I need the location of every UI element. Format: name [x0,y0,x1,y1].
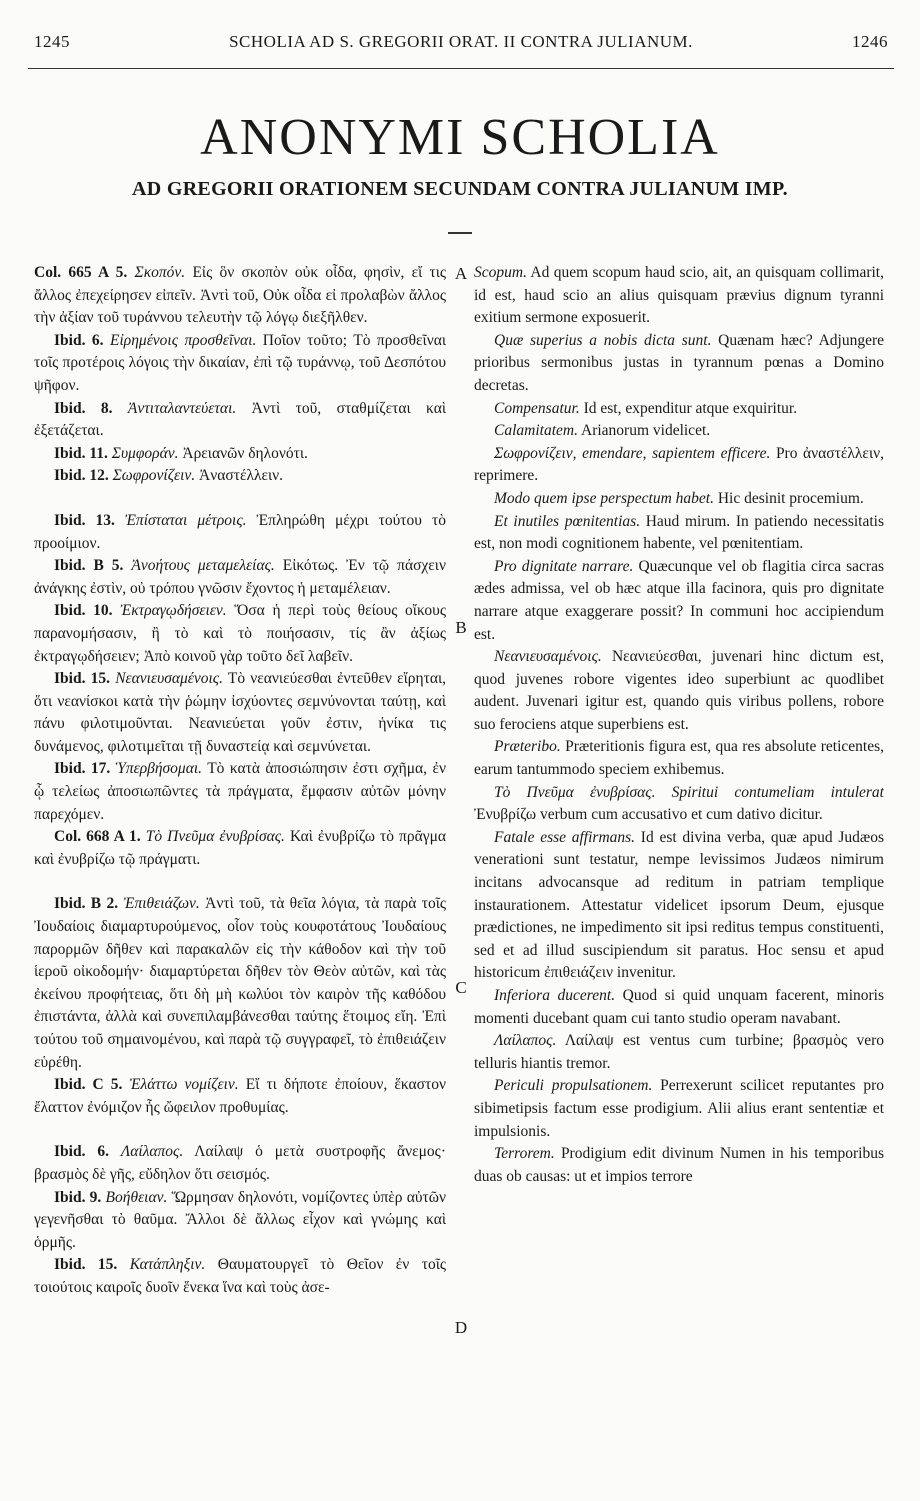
latin-scholion: Calamitatem. Arianorum videlicet. [494,422,711,440]
page-number-right: 1246 [852,32,888,51]
page-title: ANONYMI SCHOLIA [200,109,720,166]
margin-letter-d: D [454,1318,468,1337]
running-head [28,32,894,60]
latin-scholion: Et inutiles pœnitentias. Haud mirum. In patiendo necessitatis est, non modi cognitionem habente, vel pœnitentiam. [474,512,884,553]
greek-scholion: Ibid. 11. Συμφοράν. Ἀρειανῶν δηλονότι. [54,444,308,462]
greek-scholion: Ibid. 10. Ἐκτραγῳδήσειεν. Ὅσα ἡ περὶ τοὺς θείους οἴκους παρανομήσασιν, ἢ τὸ καὶ τὸ ποιήσασιν, τίς ἂν ἀξίως ἐκτραγῳδήσειεν; Ἀπὸ κοινοῦ γὰρ τοῦτο δεῖ λαβεῖν. [34,602,446,665]
latin-scholion: Quæ superius a nobis dicta sunt. Quænam hæc? Adjungere prioribus sermonibus justas in tyrannum pœnas a Domino decretas. [474,331,884,394]
greek-scholion: Ibid. 15. Νεανιευσαμένοις. Τὸ νεανιεύεσθαι ἐντεῦθεν εἴρηται, ὅτι νεανίσκοι κατὰ τὴν ῥώμην ἰσχύοντες σεμνύνονται ταύτῃ, καὶ πάνυ φιλοτιμοῦνται. Νεανιεύεται γοῦν ἐστιν, ἡνίκα τις δυνάμενος, φιλοτιμεῖται τῇ δυναστείᾳ καὶ σεμνύνεται. [34,670,446,755]
latin-column [474,262,884,1487]
header-rule [28,68,894,69]
greek-column [34,262,446,1487]
latin-scholion: Σωφρονίζειν, emendare, sapientem efficere. Pro ἀναστέλλειν, reprimere. [474,444,884,485]
latin-scholion: Scopum. Ad quem scopum haud scio, ait, an quisquam collimarit, id est, haud scio an alius quisquam prævius dignum tyranni exitium sermone exposuerit. [474,264,884,327]
latin-scholion: Pro dignitate narrare. Quæcunque vel ob flagitia circa sacras ædes admissa, vel ob hæc atque illa facinora, quis pro dignitate narrare atque exaggerare possit? In communi hoc accipiendum est. [474,557,884,643]
greek-scholion: Ibid. 6. Εἰρημένοις προσθεῖναι. Ποῖον τοῦτο; Τὸ προσθεῖναι τοῖς προτέροις λόγοις τὴν δικαίαν, ἐπὶ τῷ τυράννῳ, τοῦ Δεσπότου ψῆφον. [34,331,446,394]
margin-letter-b: B [455,618,467,637]
page-subtitle: AD GREGORII ORATIONEM SECUNDAM CONTRA JULIANUM IMP. [132,178,788,200]
greek-scholion: Ibid. B 5. Ἀνοήτους μεταμελείας. Εἰκότως. Ἐν τῷ πάσχειν ἀνάγκης ἐστὶν, οὐ τρόπου γνῶσιν ἔχοντος ἡ μεταμέλειαν. [34,557,446,597]
latin-scholion: Λαίλαπος. Λαίλαψ est ventus cum turbine; βρασμὸς vero telluris hiantis tremor. [474,1032,884,1072]
latin-scholion: Præteribo. Præteritionis figura est, qua res absolute reticentes, earum tantummodo speciem exhibemus. [474,738,884,779]
greek-scholion: Ibid. 17. Ὑπερβήσομαι. Τὸ κατὰ ἀποσιώπησιν ἐστι σχῆμα, ἐν ᾧ τελείως ἀποσιωπῶντες τὰ πράγματα, ἔμφασιν αὐτῶν μόνην παρεχόμεν. [34,760,446,823]
greek-scholion: Ibid. 8. Ἀντιταλαντεύεται. Ἀντὶ τοῦ, σταθμίζεται καὶ ἐξετάζεται. [34,399,446,440]
page-number-left: 1245 [34,32,70,51]
greek-scholion: Ibid. 9. Βοήθειαν. Ὥρμησαν δηλονότι, νομίζοντες ὑπὲρ αὐτῶν γεγενῆσθαι τὸ θαῦμα. Ἄλλοι δὲ ἄλλως εἶχον καὶ γνώμης καὶ ὁρμῆς. [34,1188,446,1251]
latin-scholion: Νεανιευσαμένοις. Νεανιεύεσθαι, juvenari hinc dictum est, quod juvenes robore vigentes ideo superbiunt ac quodlibet audent. Juvenari igitur est, quando quis viribus pollens, robore suo ferociens atque superbiens est. [474,648,884,733]
latin-scholion: Fatale esse affirmans. Id est divina verba, quæ apud Judæos venerationi sunt testatur, nempe levissimos Judæos nimirum incitans advocansque ad reditum in patriam templique instaurationem. Attestatur videlicet ipsorum Deum, ejusque prædictiones, ne impedimento sit ipsi reditus tempus constituenti, sed et ad illud suscipiendum sit paratus. Hoc sensu et apud historicum ἐπιθειάζειν invenitur. [474,828,884,982]
latin-scholion: Periculi propulsationem. Perrexerunt scilicet reputantes pro sibimetipsis factum esse prodigium. Alii alius erant sententiæ et impulsionis. [474,1077,884,1140]
greek-scholion: Col. 665 A 5. Σκοπόν. Εἰς ὃν σκοπὸν οὐκ οἶδα, φησὶν, εἴ τις ἄλλος ἐπεχείρησεν εἰπεῖν. Ἀντὶ τοῦ, Οὐκ οἶδα εἰ προλαβὼν ἄλλος τὴν ἀξίαν τοῦ τυράννου τελευτὴν τῷ λόγῳ διεξῆλθεν. [34,264,446,327]
greek-scholion: Col. 668 A 1. Τὸ Πνεῦμα ἐνυβρίσας. Καὶ ἐνυβρίζω τὸ πρᾶγμα καὶ ἐνυβρίζω τῷ πράγματι. [34,828,446,868]
greek-scholion: Ibid. 13. Ἐπίσταται μέτροις. Ἐπληρώθη μέχρι τούτου τὸ προοίμιον. [34,511,446,552]
greek-scholion: Ibid. B 2. Ἐπιθειάζων. Ἀντὶ τοῦ, τὰ θεῖα λόγια, τὰ παρὰ τοῖς Ἰουδαίοις διαμαρτυρούμενος, οἷον τοὺς κουφοτάτους Ἰουδαίους παρορμῶν δῆθεν καὶ παρακαλῶν εἰς τὴν κάθοδον καὶ τὴν τοῦ ἱεροῦ οἰκοδομήν· διαμαρτύρεται δῆθεν τὸν Θεὸν αὐτῶν, καὶ τὰς ἐκείνου προφήτειας, ὅτι δὴ μὴ κωλύοι τὸν καιρὸν τῆς καθόδου ἐπιστάντα, ἀλλὰ καὶ συνεπιλαμβάνεσθαι ταύτης ἕτοιμος εἴη. Ἐπὶ τούτου τοῦ σημαινομένου, καὶ παρὰ τῷ συγγραφεῖ, τὸ ἐπιθειάζειν εὑρέθη. [34,895,446,1071]
latin-scholion: Compensatur. Id est, expenditur atque exquiritur. [494,399,798,417]
margin-letter-a: A [454,264,468,283]
latin-scholion: Terrorem. Prodigium edit divinum Numen in his temporibus duas ob causas: ut et impios terrore [474,1145,884,1185]
greek-scholion: Ibid. 12. Σωφρονίζειν. Ἀναστέλλειν. [54,467,284,485]
greek-scholion: Ibid. 15. Κατάπληξιν. Θαυματουργεῖ τὸ Θεῖον ἐν τοῖς τοιούτοις καιροῖς δυοῖν ἕνεκα ἵνα καὶ τοὺς ἀσε- [34,1256,446,1296]
latin-scholion: Modo quem ipse perspectum habet. Hic desinit procemium. [494,489,864,507]
greek-scholion: Ibid. C 5. Ἐλάττω νομίζειν. Εἴ τι δήποτε ἐποίουν, ἕκαστον ἔλαττον ἐνόμιζον ἧς ὤφειλον προθυμίας. [34,1076,446,1116]
latin-scholion: Inferiora ducerent. Quod si quid unquam facerent, minoris momenti ducebant quam cui tanto studio operam navabant. [474,987,884,1027]
latin-scholion: Τὸ Πνεῦμα ἐνυβρίσας. Spiritui contumeliam intulerat Ἐνυβρίζω verbum cum accusativo et cum dativo dicitur. [474,783,884,824]
running-title: SCHOLIA AD S. GREGORII ORAT. II CONTRA JULIANUM. [229,32,693,51]
greek-scholion: Ibid. 6. Λαίλαπος. Λαίλαψ ὁ μετὰ συστροφῆς ἄνεμος· βρασμὸς δὲ γῆς, εὔδηλον ὅτι σεισμός. [34,1143,446,1183]
margin-letter-c: C [455,978,467,997]
title-separator [448,232,472,234]
